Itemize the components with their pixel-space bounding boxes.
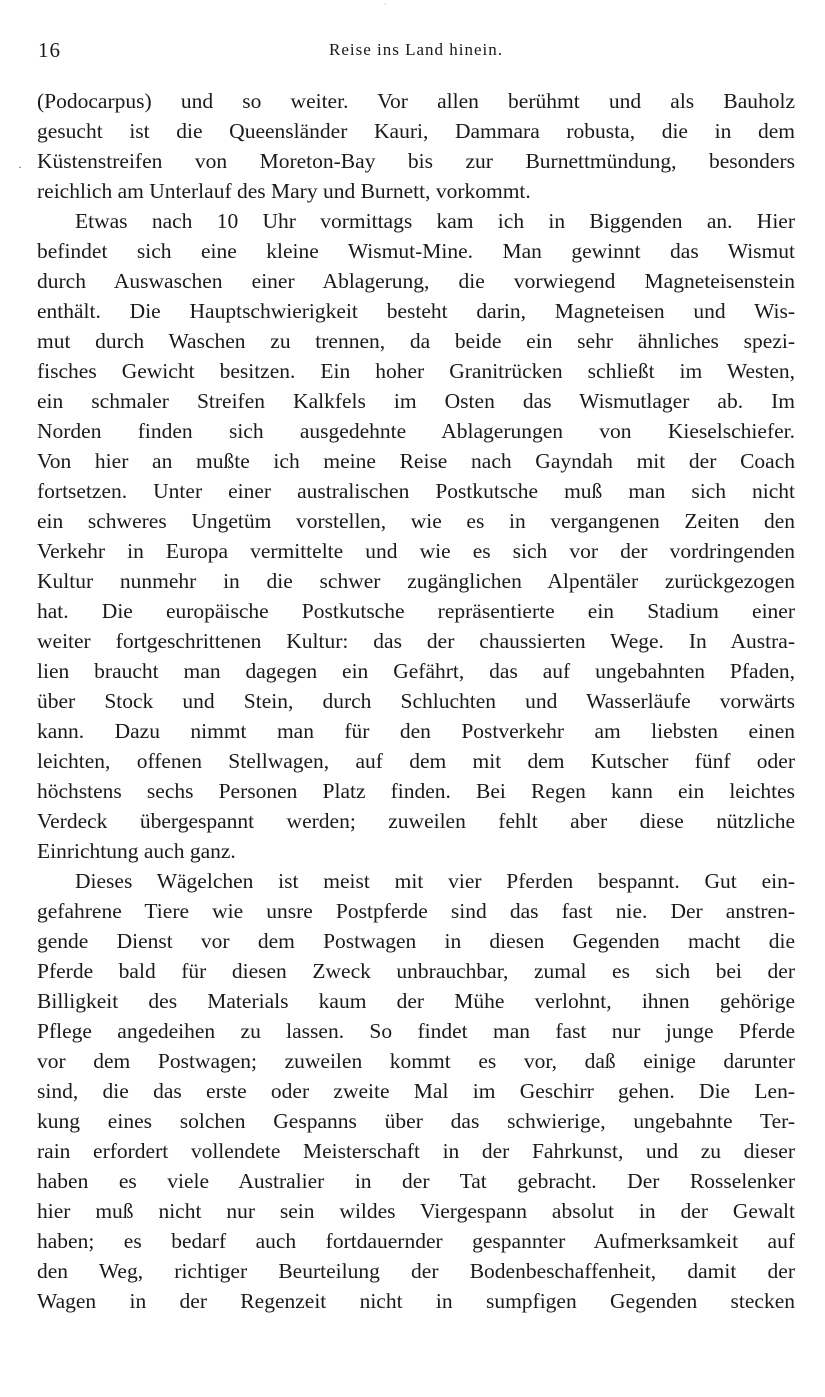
- text-line: mut durch Waschen zu trennen, da beide ein sehr ähnliches spezi-: [37, 329, 795, 353]
- paragraph: [37, 866, 795, 1316]
- text-line: Küstenstreifen von Moreton-Bay bis zur Burnettmündung, besonders: [37, 149, 795, 173]
- text-line: kung eines solchen Gespanns über das schwierige, ungebahnte Ter-: [37, 1109, 795, 1133]
- text-line: rain erfordert vollendete Meisterschaft in der Fahrkunst, und zu dieser: [37, 1139, 795, 1163]
- text-line: hier muß nicht nur sein wildes Viergespann absolut in der Gewalt: [37, 1199, 795, 1223]
- text-line: Kultur nunmehr in die schwer zugänglichen Alpentäler zurückgezogen: [37, 569, 795, 593]
- text-line: Verkehr in Europa vermittelte und wie es sich vor der vordringenden: [37, 539, 795, 563]
- running-head: Reise ins Land hinein.: [328, 40, 504, 59]
- text-line: Verdeck übergespannt werden; zuweilen fehlt aber diese nützliche: [37, 809, 795, 833]
- text-line: durch Auswaschen einer Ablagerung, die vorwiegend Magneteisenstein: [37, 269, 795, 293]
- text-line: gesucht ist die Queensländer Kauri, Dammara robusta, die in dem: [37, 119, 795, 143]
- text-line: Pferde bald für diesen Zweck unbrauchbar, zumal es sich bei der: [37, 959, 795, 983]
- page-header: [38, 38, 794, 64]
- text-line: gefahrene Tiere wie unsre Postpferde sind das fast nie. Der anstren-: [37, 899, 795, 923]
- text-line: leichten, offenen Stellwagen, auf dem mit dem Kutscher fünf oder: [37, 749, 795, 773]
- text-line: Etwas nach 10 Uhr vormittags kam ich in Biggenden an. Hier: [75, 209, 795, 233]
- page-number: 16: [38, 38, 61, 62]
- text-line: fisches Gewicht besitzen. Ein hoher Granitrücken schließt im Westen,: [37, 359, 795, 383]
- text-line: hat. Die europäische Postkutsche repräsentierte ein Stadium einer: [37, 599, 795, 623]
- text-line: Pflege angedeihen zu lassen. So findet man fast nur junge Pferde: [37, 1019, 795, 1043]
- text-line: kann. Dazu nimmt man für den Postverkehr am liebsten einen: [37, 719, 795, 743]
- text-line: reichlich am Unterlauf des Mary und Burnett, vorkommt.: [37, 179, 531, 203]
- text-line: (Podocarpus) und so weiter. Vor allen berühmt und als Bauholz: [37, 89, 795, 113]
- text-line: höchstens sechs Personen Platz finden. Bei Regen kann ein leichtes: [37, 779, 795, 803]
- text-line: fortsetzen. Unter einer australischen Postkutsche muß man sich nicht: [37, 479, 795, 503]
- text-line: vor dem Postwagen; zuweilen kommt es vor, daß einige darunter: [37, 1049, 795, 1073]
- body-text: [37, 86, 795, 1316]
- text-line: ein schmaler Streifen Kalkfels im Osten das Wismutlager ab. Im: [37, 389, 795, 413]
- paragraph: [37, 206, 795, 866]
- text-line: Billigkeit des Materials kaum der Mühe verlohnt, ihnen gehörige: [37, 989, 795, 1013]
- text-line: gende Dienst vor dem Postwagen in diesen Gegenden macht die: [37, 929, 795, 953]
- text-line: Dieses Wägelchen ist meist mit vier Pferden bespannt. Gut ein-: [75, 869, 795, 893]
- text-line: den Weg, richtiger Beurteilung der Bodenbeschaffenheit, damit der: [37, 1259, 795, 1283]
- text-line: haben es viele Australier in der Tat gebracht. Der Rosselenker: [37, 1169, 795, 1193]
- text-line: sind, die das erste oder zweite Mal im Geschirr gehen. Die Len-: [37, 1079, 795, 1103]
- text-line: enthält. Die Hauptschwierigkeit besteht darin, Magneteisen und Wis-: [37, 299, 795, 323]
- text-line: Wagen in der Regenzeit nicht in sumpfigen Gegenden stecken: [37, 1289, 795, 1313]
- scan-speck: ·: [384, 0, 387, 9]
- paragraph: [37, 86, 795, 206]
- text-line: ein schweres Ungetüm vorstellen, wie es in vergangenen Zeiten den: [37, 509, 795, 533]
- text-line: haben; es bedarf auch fortdauernder gespannter Aufmerksamkeit auf: [37, 1229, 795, 1253]
- text-line: Einrichtung auch ganz.: [37, 839, 236, 863]
- text-line: befindet sich eine kleine Wismut-Mine. Man gewinnt das Wismut: [37, 239, 795, 263]
- text-line: lien braucht man dagegen ein Gefährt, das auf ungebahnten Pfaden,: [37, 659, 795, 683]
- text-line: Von hier an mußte ich meine Reise nach Gayndah mit der Coach: [37, 449, 795, 473]
- text-line: Norden finden sich ausgedehnte Ablagerungen von Kieselschiefer.: [37, 419, 795, 443]
- text-line: weiter fortgeschrittenen Kultur: das der chaussierten Wege. In Austra-: [37, 629, 795, 653]
- margin-dot: ·: [18, 160, 22, 174]
- text-line: über Stock und Stein, durch Schluchten und Wasserläufe vorwärts: [37, 689, 795, 713]
